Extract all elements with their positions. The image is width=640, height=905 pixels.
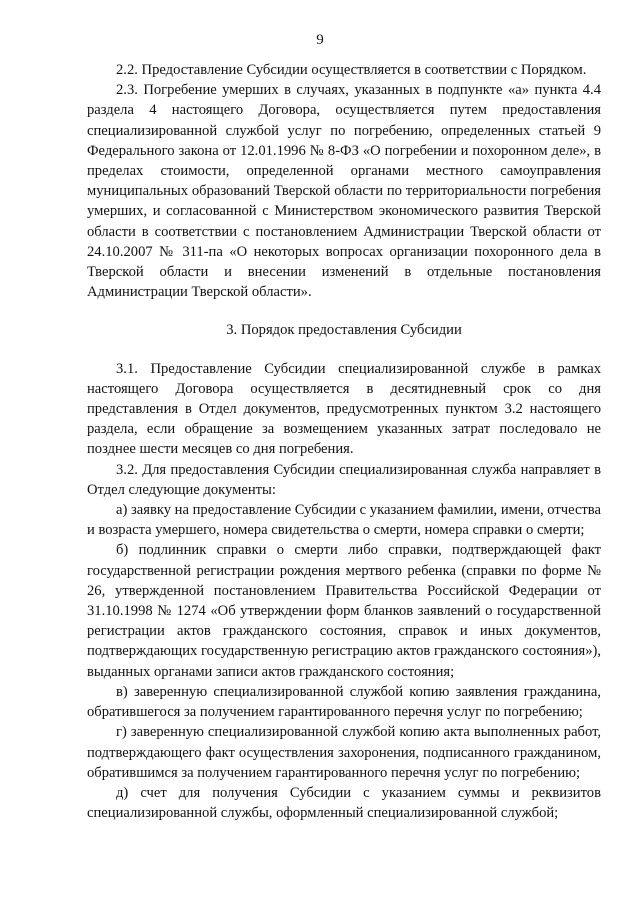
list-item-g: г) заверенную специализированной службой копию акта выполненных работ, подтверждающего факт осуществления захоронения, подписанного гражданином, обратившимся за получением гарантированного перечня услуг по погребению; — [87, 724, 601, 781]
document-body — [87, 60, 601, 823]
paragraph-2-2: 2.2. Предоставление Субсидии осуществляется в соответствии с Порядком. — [116, 62, 587, 78]
paragraph-2-3: 2.3. Погребение умерших в случаях, указанных в подпункте «а» пункта 4.4 раздела 4 настоящего Договора, осуществляется путем предоставления специализированной службой услуг по погребению, определенных статьей 9 Федерального закона от 12.01.1996 № 8-ФЗ «О погребении и похоронном деле», в пределах стоимости, определенной органами местного самоуправления муниципальных образований Тверской области по территориальности погребения умерших, и согласованной с Министерством экономического развития Тверской области в соответствии с постановлением Администрации Тверской области от 24.10.2007 № 311-па «О некоторых вопросах организации похоронного дела в Тверской области и внесении изменений в отдельные постановления Администрации Тверской области». — [87, 82, 601, 301]
list-item-d: д) счет для получения Субсидии с указанием суммы и реквизитов специализированной службы, оформленный специализированной службой; — [87, 784, 601, 822]
section-3-heading: 3. Порядок предоставления Субсидии — [226, 322, 462, 339]
page-number: 9 — [316, 32, 324, 48]
list-item-v: в) заверенную специализированной службой копию заявления гражданина, обратившегося за получением гарантированного перечня услуг по погребению; — [87, 683, 601, 721]
list-item-a: а) заявку на предоставление Субсидии с указанием фамилии, имени, отчества и возраста умершего, номера свидетельства о смерти, номера справки о смерти; — [87, 502, 601, 539]
paragraph-3-2: 3.2. Для предоставления Субсидии специализированная служба направляет в Отдел следующие документы: — [87, 461, 601, 498]
paragraph-3-1: 3.1. Предоставление Субсидии специализированной службе в рамках настоящего Договора осуществляется в десятидневный срок со дня представления в Отдел документов, предусмотренных пунктом 3.2 настоящего раздела, если обращение за возмещением указанных затрат последовало не позднее шести месяцев со дня погребения. — [87, 360, 601, 458]
list-item-b: б) подлинник справки о смерти либо справки, подтверждающей факт государственной регистрации рождения мертвого ребенка (справки по форме № 26, утвержденной постановлением Правительства Российской Федерации от 31.10.1998 № 1274 «Об утверждении форм бланков заявлений о государственной регистрации актов гражданского состояния, справок и иных документов, подтверждающих государственную регистрацию актов гражданского состояния»), выданных органами записи актов гражданского состояния; — [87, 542, 601, 680]
